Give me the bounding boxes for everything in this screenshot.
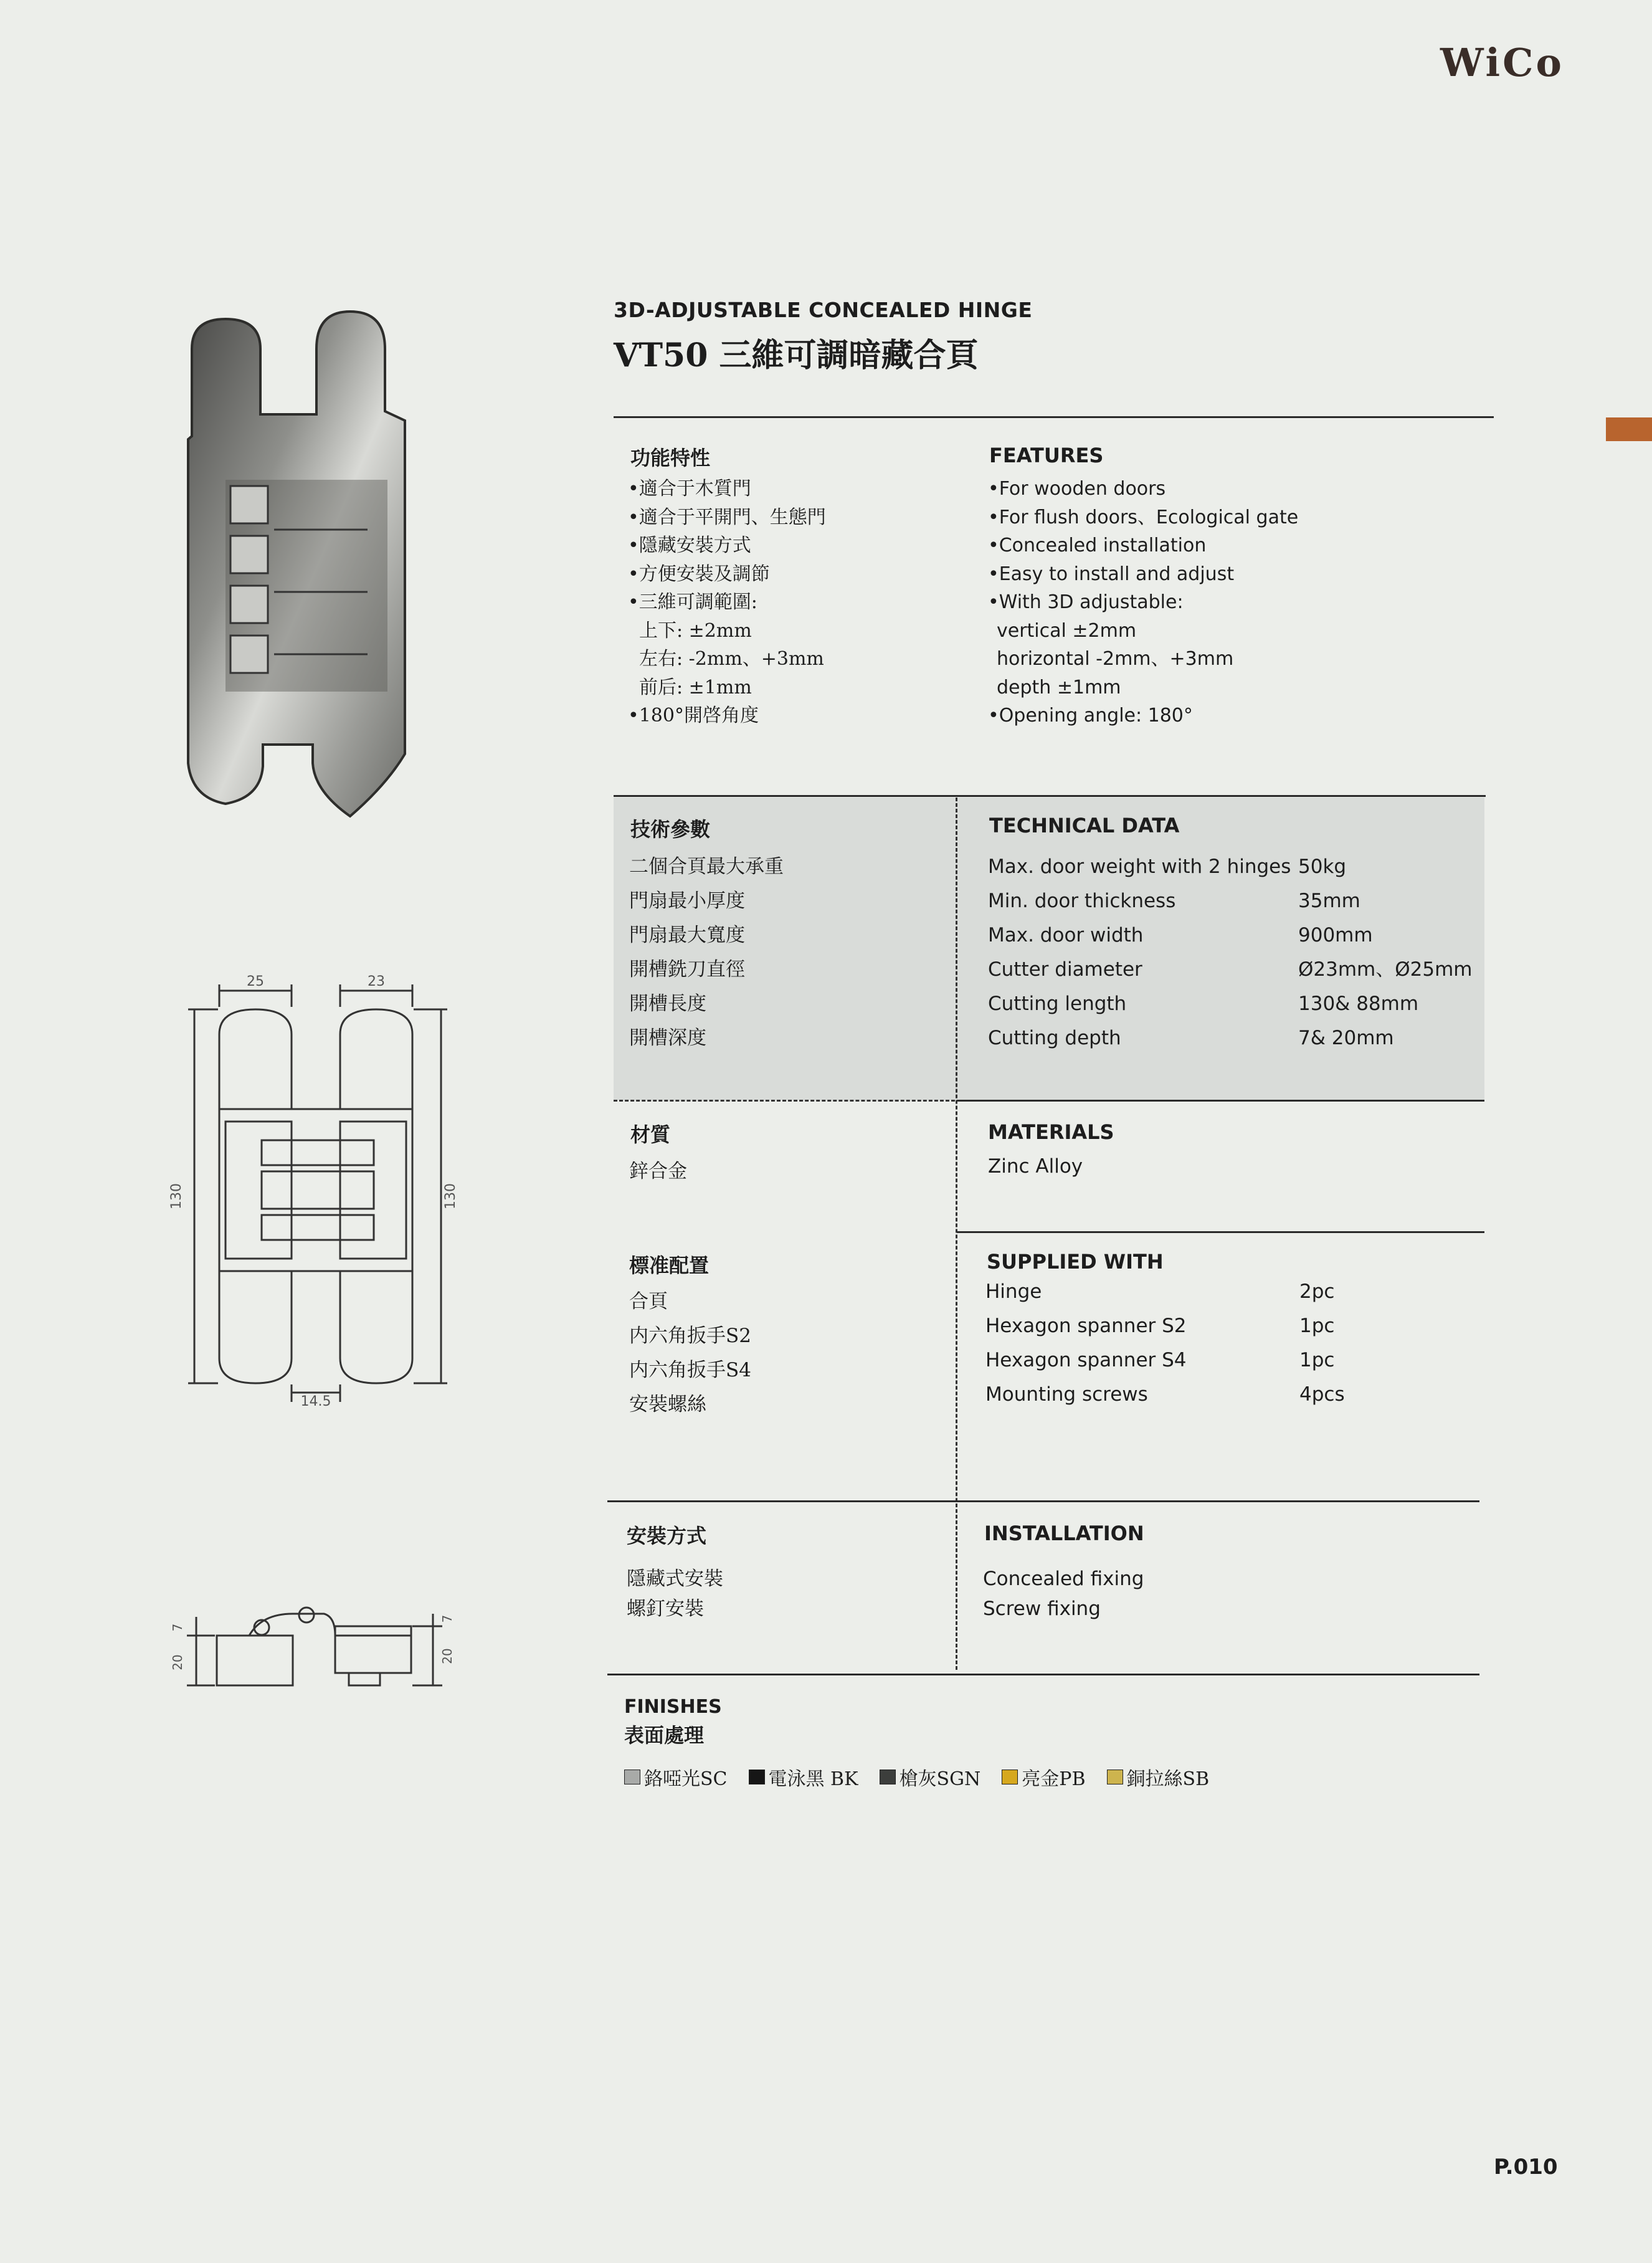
feature-zh-item: 上下: ±2mm (639, 619, 752, 642)
technical-en-label: Cutting length (988, 993, 1127, 1015)
technical-zh-label: 開槽深度 (629, 1027, 706, 1049)
divider-installation (607, 1674, 1479, 1675)
finish-label: 銅拉絲SB (1126, 1768, 1210, 1790)
installation-en-title: INSTALLATION (984, 1522, 1144, 1545)
technical-en-list (988, 850, 1291, 1055)
column-divider (956, 798, 957, 1670)
divider-technical-bottom-dashed (614, 1100, 955, 1102)
features-zh-list (628, 475, 826, 730)
installation-zh-item: 螺釘安裝 (627, 1598, 704, 1620)
feature-en-item: •Opening angle: 180° (988, 705, 1193, 727)
side-dim-right: 20 (440, 1648, 455, 1664)
supplied-zh-list (629, 1285, 751, 1422)
feature-zh-item: •180°開啓角度 (628, 705, 759, 727)
section-tab-marker (1606, 417, 1652, 441)
technical-value: Ø23mm、Ø25mm (1298, 958, 1473, 981)
product-subtitle: 3D-ADJUSTABLE CONCEALED HINGE (614, 298, 1033, 322)
technical-en-title: TECHNICAL DATA (989, 814, 1180, 837)
feature-zh-item: 前后: ±1mm (639, 676, 752, 698)
supplied-qty: 1pc (1299, 1349, 1335, 1371)
technical-zh-list (629, 850, 784, 1055)
finish-label: 電泳黑 BK (768, 1768, 858, 1790)
feature-en-item: depth ±1mm (997, 676, 1121, 698)
technical-en-label: Cutter diameter (988, 958, 1142, 981)
installation-en-item: Concealed fixing (983, 1568, 1144, 1590)
brand-logo: WiCo (1440, 40, 1564, 85)
feature-zh-item: •適合于木質門 (628, 478, 751, 500)
technical-zh-label: 開槽長度 (629, 993, 706, 1015)
technical-en-label: Cutting depth (988, 1027, 1121, 1049)
technical-zh-title: 技術參數 (630, 817, 711, 841)
finishes-list (624, 1763, 1209, 1791)
feature-en-item: vertical ±2mm (997, 619, 1137, 642)
dim-right: 130 (443, 1183, 458, 1209)
technical-en-label: Max. door weight with 2 hinges (988, 855, 1291, 878)
product-title: VT50 三維可調暗藏合頁 (614, 336, 979, 374)
finish-label: 槍灰SGN (899, 1768, 981, 1790)
feature-en-item: •For flush doors、Ecological gate (988, 506, 1299, 528)
supplied-qty: 1pc (1299, 1315, 1335, 1337)
finishes-zh-title: 表面處理 (624, 1723, 705, 1747)
dim-left: 130 (169, 1183, 184, 1209)
technical-en-label: Max. door width (988, 924, 1144, 946)
materials-zh-title: 材質 (630, 1123, 671, 1146)
finish-color-swatch (1107, 1770, 1123, 1784)
side-dim-left-top: 7 (170, 1623, 185, 1632)
divider-features (614, 416, 1494, 418)
supplied-en-item: Hexagon spanner S4 (985, 1349, 1187, 1371)
materials-zh-value: 鋅合金 (629, 1160, 687, 1183)
finish-swatch-sc (624, 1763, 728, 1791)
feature-en-item: •Concealed installation (988, 535, 1207, 556)
divider-technical (614, 795, 1486, 797)
side-dim-left: 20 (170, 1654, 185, 1670)
side-dim-right-top: 7 (440, 1614, 455, 1623)
supplied-en-item: Hinge (985, 1280, 1042, 1303)
finish-swatch-sb (1107, 1763, 1210, 1791)
feature-zh-item: •適合于平開門、生態門 (628, 506, 826, 528)
installation-en-item: Screw fixing (983, 1598, 1101, 1620)
finish-label: 亮金PB (1022, 1768, 1086, 1790)
features-en-list (988, 475, 1298, 730)
supplied-en-item: Hexagon spanner S2 (985, 1315, 1187, 1337)
finish-color-swatch (880, 1770, 896, 1784)
finish-color-swatch (624, 1770, 640, 1784)
divider-supplied (607, 1500, 1479, 1502)
feature-zh-item: •三維可調範圍: (628, 591, 757, 613)
feature-zh-item: 左右: -2mm、+3mm (639, 648, 824, 670)
features-en-title: FEATURES (989, 444, 1104, 467)
dim-top-left: 25 (247, 974, 264, 989)
finish-label: 鉻啞光SC (644, 1768, 728, 1790)
supplied-zh-item: 内六角扳手S2 (629, 1325, 751, 1347)
supplied-zh-item: 合頁 (629, 1290, 668, 1313)
technical-en-label: Min. door thickness (988, 890, 1176, 912)
technical-value: 900mm (1298, 924, 1373, 946)
supplied-qty-list (1299, 1275, 1345, 1412)
technical-value: 130& 88mm (1298, 993, 1419, 1015)
supplied-zh-item: 内六角扳手S4 (629, 1359, 751, 1381)
supplied-en-title: SUPPLIED WITH (987, 1250, 1164, 1274)
hinge-product-photo (181, 305, 467, 829)
divider-technical-bottom (957, 1100, 1484, 1102)
dim-top-right: 23 (368, 974, 385, 989)
supplied-en-list (985, 1275, 1187, 1412)
finish-color-swatch (749, 1770, 765, 1784)
hinge-front-drawing (168, 972, 467, 1421)
feature-en-item: horizontal -2mm、+3mm (997, 648, 1234, 670)
feature-en-item: •For wooden doors (988, 478, 1166, 500)
supplied-qty: 4pcs (1299, 1383, 1345, 1406)
technical-value: 35mm (1298, 890, 1360, 912)
supplied-zh-title: 標准配置 (629, 1254, 710, 1277)
finishes-en-title: FINISHES (624, 1696, 722, 1718)
technical-zh-label: 門扇最大寬度 (629, 924, 745, 946)
supplied-en-item: Mounting screws (985, 1383, 1148, 1406)
technical-value-list (1298, 850, 1472, 1055)
feature-en-item: •With 3D adjustable: (988, 591, 1184, 613)
supplied-qty: 2pc (1299, 1280, 1335, 1303)
technical-zh-label: 門扇最小厚度 (629, 890, 745, 912)
materials-en-value: Zinc Alloy (988, 1155, 1083, 1178)
technical-value: 7& 20mm (1298, 1027, 1394, 1049)
feature-en-item: •Easy to install and adjust (988, 563, 1235, 585)
finish-color-swatch (1002, 1770, 1018, 1784)
divider-materials (957, 1231, 1484, 1233)
supplied-zh-item: 安裝螺絲 (629, 1393, 706, 1416)
installation-en-list (983, 1564, 1144, 1624)
feature-zh-item: •隱藏安裝方式 (628, 535, 751, 556)
features-zh-title: 功能特性 (630, 446, 711, 470)
finish-swatch-sgn (880, 1763, 981, 1791)
installation-zh-item: 隱藏式安裝 (627, 1568, 723, 1590)
technical-value: 50kg (1298, 855, 1347, 878)
hinge-side-drawing (168, 1589, 467, 1701)
installation-zh-title: 安裝方式 (627, 1524, 707, 1548)
dim-bottom: 14.5 (300, 1394, 331, 1409)
technical-zh-label: 二個合頁最大承重 (629, 855, 784, 878)
finish-swatch-pb (1002, 1763, 1085, 1791)
technical-zh-label: 開槽銑刀直徑 (629, 958, 745, 981)
finish-swatch-bk (749, 1763, 858, 1791)
installation-zh-list (627, 1564, 723, 1624)
materials-en-title: MATERIALS (988, 1120, 1114, 1144)
page-number: P.010 (1494, 2155, 1558, 2180)
feature-zh-item: •方便安裝及調節 (628, 563, 770, 585)
